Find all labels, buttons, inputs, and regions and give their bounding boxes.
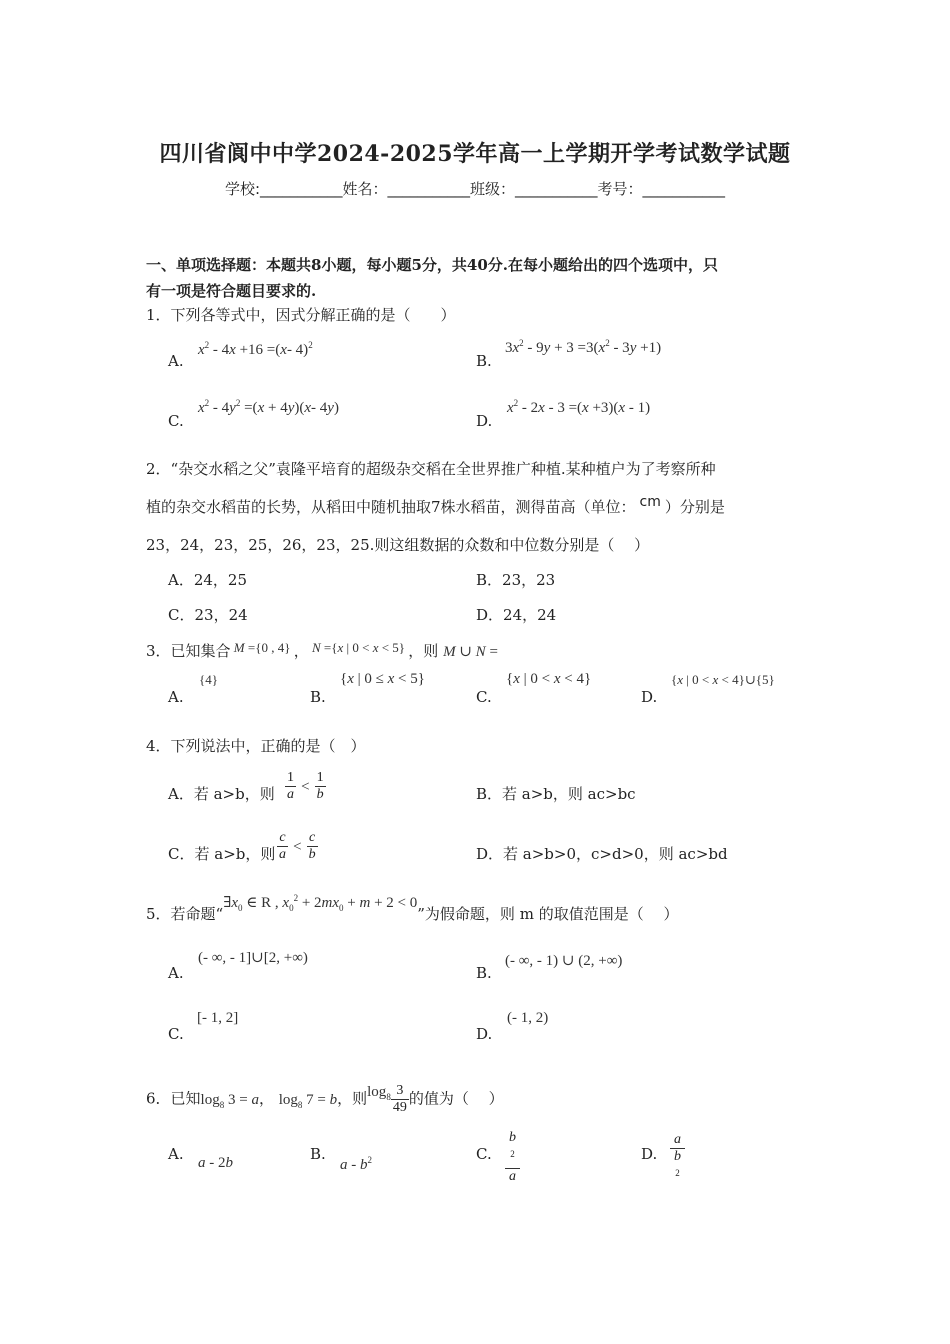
q3-option-d-label: D. <box>641 688 658 706</box>
q4-option-b: B．若 a>b，则 ac>bc <box>476 785 636 803</box>
student-info-line: 学校:___________姓名：___________班级：___________考号：___________ <box>224 180 726 198</box>
section-heading: 一、单项选择题：本题共8小题，每小题5分，共40分.在每小题给出的四个选项中，只 <box>146 256 718 274</box>
q5-option-b-formula: (- ∞, - 1) ∪ (2, +∞) <box>505 953 623 969</box>
q1-option-d-formula: $x^2 - 2x - 3 =(x +3)(x - 1)$ <box>507 398 651 416</box>
q2-option-c: C．23，24 <box>168 606 248 624</box>
q3-option-d-formula: {x | 0 < x < 4}∪{5} <box>671 672 775 687</box>
q2-stem-line1: 2．“杂交水稻之父”袁隆平培育的超级杂交稻在全世界推广种植.某种植户为了考察所种 <box>146 460 716 478</box>
q4-option-c-formula: $\frac{c}{a}$ < $\frac{c}{b}$ <box>279 830 316 862</box>
q2-stem-line3: 23，24，23，25，26，23，25.则这组数据的众数和中位数分别是（ ） <box>146 536 650 554</box>
q1-stem: 1．下列各等式中，因式分解正确的是（ ） <box>146 306 456 324</box>
q6-option-d-label: D. <box>641 1145 658 1163</box>
q6-option-b-formula: a - $b^2$ <box>340 1155 372 1173</box>
q5-option-a-formula: (- ∞, - 1]∪[2, +∞) <box>198 950 308 966</box>
q4-option-a-text: A．若 a>b，则 <box>168 785 275 803</box>
q3-stem: 3．已知集合 M ={0 , 4} ， N ={x | 0 < x < 5} ，则 M ∪ N = <box>146 640 498 660</box>
q5-option-d-label: D. <box>476 1025 493 1043</box>
q3-option-c-label: C. <box>476 688 492 706</box>
q6-option-a-formula: a - 2b <box>198 1155 233 1171</box>
q6-option-d-formula: a b $^2$ <box>670 1132 685 1187</box>
q3-option-c-formula: {x | 0 < x < 4} <box>506 671 592 687</box>
q6-stem: 6．已知$\log_8 3 = a$， $\log_8 7 = b$，则$\log_8$ $\frac{3}{49}$ 的值为（ ） <box>146 1083 504 1115</box>
q4-option-a-formula: $\frac{1}{a}$ < $\frac{1}{b}$ <box>287 770 324 802</box>
q4-stem: 4．下列说法中，正确的是（ ） <box>146 737 366 755</box>
q1-option-a-formula: $x^2 - 4x +16 =(x-$ 4)$^2$ <box>198 340 313 358</box>
q1-option-b-label: B. <box>476 352 492 370</box>
q3-option-a-formula: {4} <box>199 672 218 687</box>
q1-option-c-label: C. <box>168 412 184 430</box>
section-heading-cont: 有一项是符合题目要求的. <box>146 282 317 300</box>
q1-option-a-label: A. <box>168 352 184 370</box>
q2-stem-line2: 植的杂交水稻苗的长势，从稻田中随机抽取7株水稻苗，测得苗高（单位： cm ）分别是 <box>146 494 725 516</box>
q3-option-b-label: B. <box>310 688 326 706</box>
q6-option-a-label: A. <box>168 1145 184 1163</box>
q6-option-c-formula: b $^2$ a <box>505 1130 520 1185</box>
q4-option-d: D．若 a>b>0，c>d>0，则 ac>bd <box>476 845 728 863</box>
q5-option-b-label: B. <box>476 964 492 982</box>
q2-option-b: B．23，23 <box>476 571 556 589</box>
q4-option-c-text: C．若 a>b，则 <box>168 845 276 863</box>
page-title: 四川省阆中中学2024-2025学年高一上学期开学考试数学试题 <box>159 141 791 167</box>
q5-option-c-formula: [- 1, 2] <box>197 1010 239 1026</box>
q3-option-b-formula: {x | 0 ≤ x < 5} <box>340 671 425 687</box>
q5-option-d-formula: (- 1, 2) <box>507 1010 549 1026</box>
q5-stem: 5．若命题“$\exists x_0$ ∈ R , $x_0^2 + 2mx_0 + m + 2 < 0$”为假命题，则 m 的取值范围是（ ） <box>146 893 679 923</box>
q6-option-b-label: B. <box>310 1145 326 1163</box>
q3-option-a-label: A. <box>168 688 184 706</box>
q1-option-d-label: D. <box>476 412 493 430</box>
q2-option-d: D．24，24 <box>476 606 557 624</box>
q2-option-a: A．24，25 <box>168 571 248 589</box>
q1-option-c-formula: $x^2 - 4y^2 =(x + 4y)(x-$ 4y) <box>198 398 339 416</box>
q1-option-b-formula: $3x^2 - 9y + 3 =3(x^2 - 3y +1)$ <box>505 338 662 356</box>
q5-option-a-label: A. <box>168 964 184 982</box>
q6-option-c-label: C. <box>476 1145 492 1163</box>
q5-option-c-label: C. <box>168 1025 184 1043</box>
